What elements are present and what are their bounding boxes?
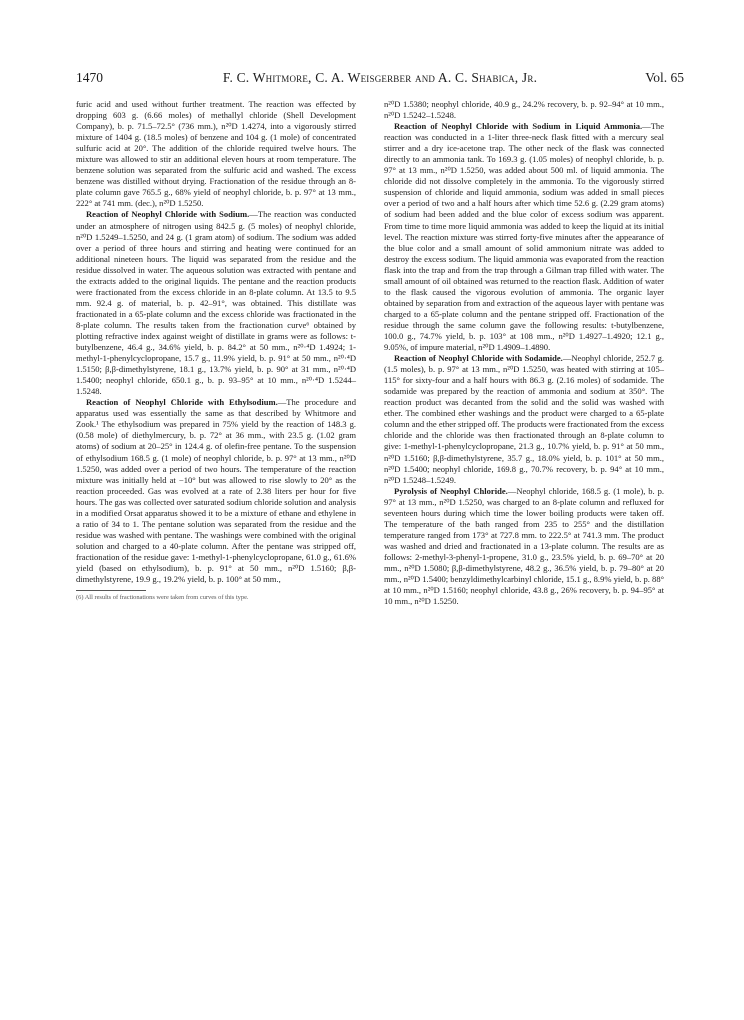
footnote: (6) All results of fractionations were taken from curves of this type. (76, 594, 249, 602)
footnote-rule (76, 590, 146, 591)
volume-label: Vol. 65 (645, 70, 684, 85)
paragraph-liquid-ammonia (384, 121, 664, 353)
paragraph-pyrolysis (384, 486, 664, 608)
paragraph-ethylsodium-continued: n²⁰D 1.5380; neophyl chloride, 40.9 g., 24.2% recovery, b. p. 92–94° at 10 mm., n²⁰D 1.5242–1.5248. (384, 99, 664, 121)
paragraph-liquid-ammonia-body: —The reaction was conducted in a 1-liter three-neck flask fitted with a mercury seal stirrer and a dry ice-acetone trap. The other neck of the flask was connected directly to an ammonia tank. To 169.3 g. (1.05 moles) of neophyl chloride, b. p. 97° at 13 mm., n²⁰D 1.5250, was added about 500 ml. of liquid ammonia. The chloride did not dissolve completely in the ammonia. To the vigorously stirred suspension of chloride and liquid ammonia, sodium was added in small pieces over a period of two and a half hours after which time 52.6 g. (2.29 gram atoms) of sodium had been added and the blue color of excess sodium was apparent. From time to time more liquid ammonia was added to keep the liquid at its initial level. The reaction mixture was stirred forty-five minutes after the appearance of the blue color and a small amount of solid ammonium nitrate was added to destroy the excess sodium. The liquid ammonia was evaporated from the reaction flask into the trap and from the trap through a Gilman trap filled with water. The small amount of oil obtained was returned to the reaction flask. Addition of water to the flask caused the vigorous evolution of ammonia. The organic layer obtained by separation from and extraction of the aqueous layer with pentane was charged to a 65-plate column and the pentane stripped off. Fractionation of the residue through the same column gave the following results: t-butylbenzene, 100.0 g., 74.7% yield, b. p. 103° at 108 mm., n²⁰D 1.4927–1.4920; 12.1 g., 9.05%, of impure material, n²⁰D 1.4909–1.4890. (384, 121, 664, 353)
right-column (384, 99, 664, 607)
paragraph-pyrolysis-body: —Neophyl chloride, 168.5 g. (1 mole), b. p. 97° at 13 mm., n²⁰D 1.5250, was charged to an 8-plate column and refluxed for seventeen hours during which time the lower boiling products were taken off. The temperature of the bath ranged from 235 to 255° and the distillation temperature ranged from 173° at 727.8 mm. to 222.5° at 741.3 mm. The product was washed and dried and fractionated in a 13-plate column. The results are as follows: 2-methyl-3-phenyl-1-propene, 31.0 g., 23.5% yield, b. p. 69–70° at 20 mm., n²⁰D 1.5080; β,β-dimethylstyrene, 48.2 g., 36.5% yield, b. p. 79–80° at 20 mm., n²⁰D 1.5400; benzyldimethylcarbinyl chloride, 15.1 g., 8.9% yield, b. p. 88° at 10 mm., n²⁰D 1.5160; neophyl chloride, 43.8 g., 26% recovery, b. p. 94–95° at 10 mm., n²⁰D 1.5250. (384, 485, 665, 607)
paragraph-sodamide-body: —Neophyl chloride, 252.7 g. (1.5 moles), b. p. 97° at 13 mm., n²⁰D 1.5250, was heated with stirring at 105–115° for sixty-four and a half hours with 86.3 g. (2.16 moles) of sodamide. The sodamide was prepared by the reaction of ammonia and sodium at 350°. The reaction product was decanted from the solid and the solid was washed with ether. The combined ether washings and the product were charged to a 65-plate column and the ether stripped off. The products were fractionated from the excess chloride and the chloride was then fractionated through an 8-plate column to give: 1-methyl-1-phenylcyclopropane, 21.3 g., 10.7% yield, b. p. 91° at 50 mm., n²⁰D 1.5160; β,β-dimethylstyrene, 35.7 g., 18.0% yield, b. p. 101° at 50 mm., n²⁰D 1.5400; neophyl chloride, 169.8 g., 70.7% recovery, b. p. 94° at 10 mm., n²⁰D 1.5248–1.5249. (384, 353, 665, 485)
paragraph-sodium-body: —The reaction was conducted under an atmosphere of nitrogen using 842.5 g. (5 moles) of neophyl chloride, n²⁰D 1.5249–1.5250, and 24 g. (1 gram atom) of sodium. The sodium was added over a period of three hours and stirring and heating were continued for an additional nineteen hours. The liquid was separated from the residue and the residue dissolved in water. The aqueous solution was extracted with pentane and the extracts added to the original liquids. The pentane and the reaction products were fractionated from the excess chloride in an 8-plate column. At 13.5 to 9.5 mm. 92.4 g. of material, b. p. 42–91°, was obtained. This distillate was fractionated in a 65-plate column and the excess chloride was fractionated in the 8-plate column. The results taken from the fractionation curve⁶ obtained by plotting refractive index against weight of distillate in grams were as follows: t-butylbenzene, 46.4 g., 34.6% yield, b. p. 84.2° at 50 mm., n²⁰·⁴D 1.4924; 1-methyl-1-phenylcyclopropane, 15.7 g., 11.9% yield, b. p. 91° at 50 mm., n²⁰·⁴D 1.5150; β,β-dimethylstyrene, 18.1 g., 13.7% yield, b. p. 90° at 31 mm., n²⁰·⁴D 1.5400; neophyl chloride, 650.1 g., b. p. 93–95° at 10 mm., n²⁰·⁴D 1.5244–1.5248. (76, 209, 357, 397)
paragraph-ethylsodium-reaction (76, 397, 356, 585)
paragraph-sodium-reaction (76, 209, 356, 397)
section-heading-liquid-ammonia: Reaction of Neophyl Chloride with Sodium in Liquid Ammonia. (394, 121, 643, 132)
running-head-authors: F. C. Whitmore, C. A. Weisgerber and A. C. Shabica, Jr. (222, 70, 538, 85)
section-heading-ethylsodium: Reaction of Neophyl Chloride with Ethylsodium. (86, 397, 278, 408)
section-heading-pyrolysis: Pyrolysis of Neophyl Chloride. (394, 485, 508, 496)
page-number: 1470 (76, 70, 103, 85)
paragraph-preparation-continued: furic acid and used without further treatment. The reaction was effected by dropping 603 g. (6.66 moles) of methallyl chloride (Shell Development Company), b. p. 71.5–72.5° (736 mm.), n²⁰D 1.4274, into a vigorously stirred mixture of 1404 g. (18.5 moles) of benzene and 104 g. (1 mole) of concentrated sulfuric acid at 20°. The addition of the chloride required twelve hours. The mixture was allowed to stir an additional eleven hours at room temperature. The benzene solution was separated from the sulfuric acid and washed. The excess benzene was distilled without drying. Fractionation of the residue through an 8-plate column gave 765.5 g., 68% yield of neophyl chloride, b. p. 97° at 13 mm., 222° at 741 mm. (dec.), n²⁰D 1.5250. (76, 99, 356, 209)
left-column (76, 99, 356, 602)
running-header (76, 70, 684, 90)
paragraph-ethylsodium-body: —The procedure and apparatus used was essentially the same as that described by Whitmore and Zook.¹ The ethylsodium was prepared in 75% yield by the reaction of 148.3 g. (0.58 mole) of diethylmercury, b. p. 72° at 36 mm., with 23.5 g. (1.02 gram atoms) of sodium at 20–25° in 124.4 g. of olefin-free pentane. To the suspension of ethylsodium 168.5 g. (1 mole) of neophyl chloride, b. p. 97° at 13 mm., n²⁰D 1.5250, was added over a period of two hours. The temperature of the reaction mixture was initially held at −10° but was allowed to rise slowly to 20° as the reaction proceeded. Gas was evolved at a rate of 2.38 liters per hour for five hours. The gas was collected over saturated sodium chloride solution and analysis in a modified Orsat apparatus showed it to be a mixture of ethane and ethylene in a ratio of 34 to 1. The pentane solution was separated from the residue and the residue was washed with pentane. The washings were combined with the original solution and charged to a 40-plate column. After the pentane was stripped off, fractionation of the residue gave: 1-methyl-1-phenylcyclopropane, 61.0 g., 61.6% yield (based on ethylsodium), b. p. 91° at 50 mm., n²⁰D 1.5160; β,β-dimethylstyrene, 19.9 g., 19.2% yield, b. p. 100° at 50 mm., (76, 397, 356, 585)
section-heading-sodium: Reaction of Neophyl Chloride with Sodium. (86, 209, 250, 220)
section-heading-sodamide: Reaction of Neophyl Chloride with Sodamide. (394, 353, 563, 364)
paragraph-sodamide (384, 353, 664, 486)
